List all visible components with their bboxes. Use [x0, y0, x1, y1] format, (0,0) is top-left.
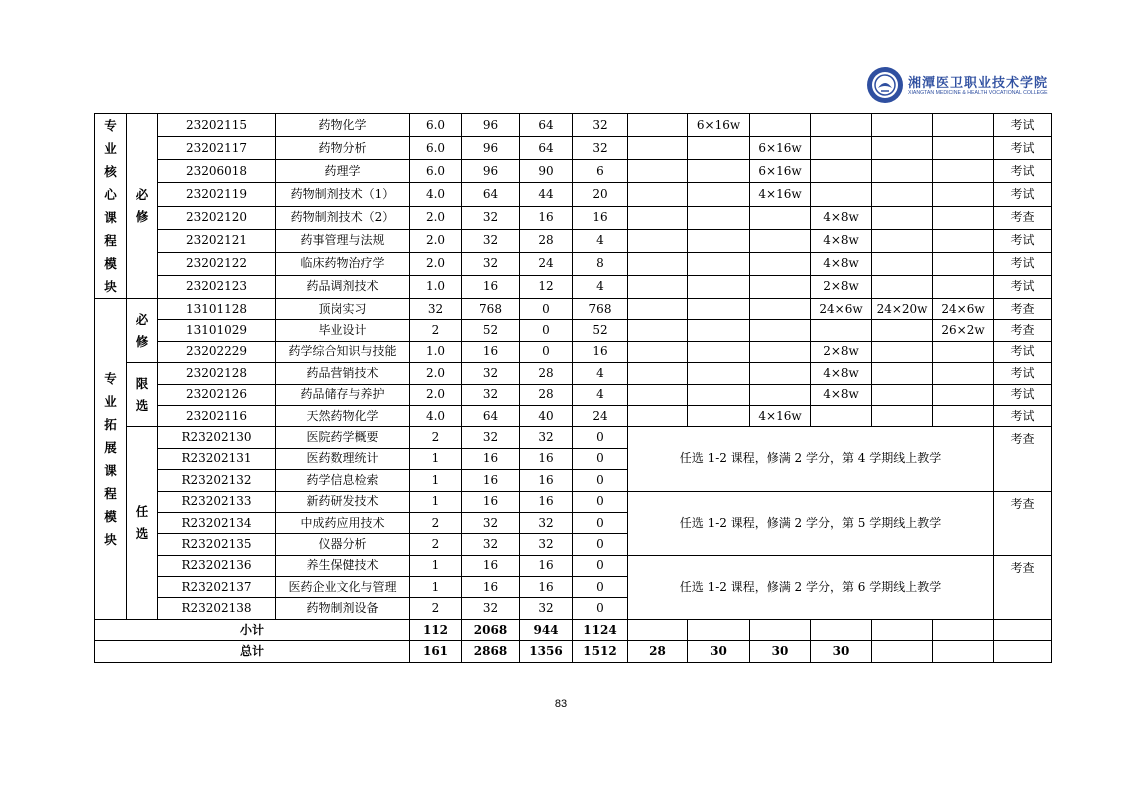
cell-credits: 6.0: [410, 114, 462, 137]
cell-sem4: 2×8w: [811, 275, 872, 298]
cell-sem6: [933, 252, 994, 275]
cell-sem3: 4×16w: [750, 183, 811, 206]
cell-sem2: [688, 229, 750, 252]
subtotal-value: 1124: [573, 619, 628, 640]
cell-hours-total: 16: [462, 341, 520, 362]
cell-sem1: [628, 275, 688, 298]
cell-course: 仪器分析: [276, 534, 410, 555]
cell-sem4: [811, 114, 872, 137]
cell-credits: 6.0: [410, 160, 462, 183]
cell-credits: 2.0: [410, 384, 462, 405]
cell-sem5: [872, 229, 933, 252]
cell-code: 23202126: [158, 384, 276, 405]
cell-hours-practice: 0: [573, 555, 628, 576]
cell-sem2: 6×16w: [688, 114, 750, 137]
cell-sem2: [688, 299, 750, 320]
cell-hours-total: 32: [462, 229, 520, 252]
cell-hours-practice: 52: [573, 320, 628, 341]
cell-sem5: [872, 206, 933, 229]
college-emblem-icon: [866, 66, 904, 104]
table-row: [95, 299, 1052, 320]
table-row: [95, 405, 1052, 426]
cell-sem3: 4×16w: [750, 405, 811, 426]
total-value: [872, 641, 933, 662]
total-label: 总计: [95, 641, 410, 662]
cell-code: R23202130: [158, 427, 276, 448]
cell-sem3: [750, 341, 811, 362]
cell-sem2: [688, 341, 750, 362]
cell-course: 毕业设计: [276, 320, 410, 341]
cell-sem4: 4×8w: [811, 363, 872, 384]
college-logo: [866, 66, 1049, 104]
cell-code: R23202138: [158, 598, 276, 619]
cell-code: R23202137: [158, 577, 276, 598]
table-row: [95, 341, 1052, 362]
cell-hours-theory: 24: [520, 252, 573, 275]
table-row: [95, 252, 1052, 275]
subtotal-value: [750, 619, 811, 640]
cell-hours-practice: 32: [573, 137, 628, 160]
subtotal-label: 小计: [95, 619, 410, 640]
cell-hours-total: 768: [462, 299, 520, 320]
cell-sem2: [688, 405, 750, 426]
table-row: [95, 363, 1052, 384]
cell-sem5: [872, 341, 933, 362]
cell-hours-theory: 16: [520, 491, 573, 512]
cell-assessment: 考试: [994, 160, 1052, 183]
cell-sem2: [688, 320, 750, 341]
total-value: 1356: [520, 641, 573, 662]
table-row: [95, 491, 1052, 512]
subtotal-value: [811, 619, 872, 640]
cell-code: R23202131: [158, 448, 276, 469]
cell-course: 药品调剂技术: [276, 275, 410, 298]
elective-note: 任选 1-2 课程，修满 2 学分，第 6 学期线上教学: [628, 555, 994, 619]
cell-sem4: [811, 160, 872, 183]
cell-credits: 2.0: [410, 252, 462, 275]
table-row: [95, 384, 1052, 405]
cell-sem1: [628, 384, 688, 405]
cell-hours-theory: 16: [520, 206, 573, 229]
table-row: [95, 427, 1052, 448]
cell-sem6: [933, 183, 994, 206]
cell-sem4: [811, 137, 872, 160]
subgroup-ext-limited: 限选: [127, 363, 158, 427]
cell-hours-theory: 28: [520, 363, 573, 384]
cell-hours-theory: 64: [520, 137, 573, 160]
cell-sem6: [933, 363, 994, 384]
cell-sem1: [628, 320, 688, 341]
cell-hours-practice: 16: [573, 341, 628, 362]
cell-assessment: 考试: [994, 252, 1052, 275]
cell-course: 药事管理与法规: [276, 229, 410, 252]
cell-sem6: 26×2w: [933, 320, 994, 341]
cell-sem1: [628, 114, 688, 137]
cell-credits: 1: [410, 577, 462, 598]
curriculum-table: [94, 113, 1052, 663]
cell-sem1: [628, 363, 688, 384]
cell-code: R23202132: [158, 470, 276, 491]
cell-hours-theory: 0: [520, 341, 573, 362]
subtotal-value: 944: [520, 619, 573, 640]
cell-code: 23202119: [158, 183, 276, 206]
cell-hours-practice: 0: [573, 427, 628, 448]
cell-credits: 1: [410, 448, 462, 469]
table-row: [95, 320, 1052, 341]
cell-credits: 4.0: [410, 183, 462, 206]
group-core-module: 专业核心课程模块: [95, 114, 127, 299]
cell-assessment: 考试: [994, 384, 1052, 405]
cell-credits: 2: [410, 534, 462, 555]
cell-code: 23202115: [158, 114, 276, 137]
cell-sem2: [688, 363, 750, 384]
cell-credits: 2: [410, 598, 462, 619]
cell-sem5: [872, 114, 933, 137]
cell-code: R23202133: [158, 491, 276, 512]
cell-hours-practice: 0: [573, 534, 628, 555]
cell-assessment: 考试: [994, 229, 1052, 252]
cell-hours-theory: 16: [520, 555, 573, 576]
cell-sem4: 4×8w: [811, 206, 872, 229]
cell-hours-theory: 32: [520, 534, 573, 555]
table-row: [95, 555, 1052, 576]
cell-hours-theory: 32: [520, 598, 573, 619]
cell-hours-theory: 64: [520, 114, 573, 137]
subgroup-core-required: 必修: [127, 114, 158, 299]
cell-sem5: [872, 384, 933, 405]
cell-sem4: [811, 405, 872, 426]
cell-sem3: [750, 275, 811, 298]
cell-sem3: [750, 363, 811, 384]
cell-course: 顶岗实习: [276, 299, 410, 320]
table-row: [95, 183, 1052, 206]
cell-sem5: [872, 320, 933, 341]
cell-hours-practice: 0: [573, 448, 628, 469]
cell-assessment: 考试: [994, 137, 1052, 160]
cell-sem5: [872, 137, 933, 160]
cell-sem3: [750, 384, 811, 405]
cell-hours-total: 16: [462, 577, 520, 598]
cell-credits: 2: [410, 512, 462, 533]
cell-credits: 1: [410, 491, 462, 512]
cell-sem1: [628, 229, 688, 252]
cell-hours-theory: 28: [520, 384, 573, 405]
cell-sem6: [933, 341, 994, 362]
cell-hours-total: 32: [462, 427, 520, 448]
cell-sem4: 4×8w: [811, 229, 872, 252]
cell-credits: 2: [410, 320, 462, 341]
cell-hours-theory: 0: [520, 299, 573, 320]
subgroup-ext-elective: 任选: [127, 427, 158, 620]
cell-hours-total: 16: [462, 555, 520, 576]
cell-course: 药品营销技术: [276, 363, 410, 384]
cell-course: 药物分析: [276, 137, 410, 160]
cell-course: 医药数理统计: [276, 448, 410, 469]
cell-hours-total: 32: [462, 512, 520, 533]
subtotal-value: [933, 619, 994, 640]
cell-hours-total: 32: [462, 363, 520, 384]
cell-hours-theory: 16: [520, 470, 573, 491]
cell-sem6: [933, 275, 994, 298]
cell-code: 23202122: [158, 252, 276, 275]
total-value: 2868: [462, 641, 520, 662]
total-value: [994, 641, 1052, 662]
cell-assessment: 考试: [994, 183, 1052, 206]
cell-sem4: 2×8w: [811, 341, 872, 362]
cell-sem2: [688, 137, 750, 160]
cell-hours-practice: 0: [573, 491, 628, 512]
cell-hours-practice: 0: [573, 512, 628, 533]
cell-sem4: 4×8w: [811, 384, 872, 405]
group-ext-module: 专业拓展课程模块: [95, 299, 127, 620]
cell-code: 23202121: [158, 229, 276, 252]
subtotal-value: [994, 619, 1052, 640]
cell-hours-practice: 8: [573, 252, 628, 275]
cell-sem4: 4×8w: [811, 252, 872, 275]
cell-hours-theory: 0: [520, 320, 573, 341]
cell-sem2: [688, 384, 750, 405]
cell-code: R23202135: [158, 534, 276, 555]
cell-hours-practice: 0: [573, 598, 628, 619]
cell-sem3: [750, 229, 811, 252]
cell-assessment: 考查: [994, 427, 1052, 491]
cell-sem3: [750, 320, 811, 341]
cell-sem6: [933, 160, 994, 183]
cell-sem6: 24×6w: [933, 299, 994, 320]
cell-course: 新药研发技术: [276, 491, 410, 512]
cell-credits: 2.0: [410, 206, 462, 229]
cell-hours-total: 32: [462, 252, 520, 275]
cell-hours-practice: 768: [573, 299, 628, 320]
cell-code: R23202136: [158, 555, 276, 576]
cell-assessment: 考试: [994, 275, 1052, 298]
cell-sem1: [628, 341, 688, 362]
table-row: [95, 137, 1052, 160]
cell-hours-total: 16: [462, 491, 520, 512]
subtotal-value: [688, 619, 750, 640]
cell-sem3: [750, 206, 811, 229]
cell-hours-practice: 0: [573, 577, 628, 598]
cell-sem1: [628, 299, 688, 320]
cell-assessment: 考试: [994, 341, 1052, 362]
cell-sem3: [750, 299, 811, 320]
table-row: [95, 229, 1052, 252]
cell-hours-total: 96: [462, 137, 520, 160]
cell-code: 13101128: [158, 299, 276, 320]
cell-sem3: [750, 114, 811, 137]
total-value: 1512: [573, 641, 628, 662]
cell-credits: 1: [410, 555, 462, 576]
cell-sem6: [933, 384, 994, 405]
cell-code: 23202120: [158, 206, 276, 229]
elective-note: 任选 1-2 课程，修满 2 学分，第 5 学期线上教学: [628, 491, 994, 555]
subgroup-ext-required: 必修: [127, 299, 158, 363]
cell-sem1: [628, 252, 688, 275]
cell-sem2: [688, 252, 750, 275]
total-value: 30: [811, 641, 872, 662]
cell-hours-practice: 4: [573, 384, 628, 405]
table-row: [95, 275, 1052, 298]
cell-credits: 2: [410, 427, 462, 448]
cell-assessment: 考查: [994, 299, 1052, 320]
cell-sem1: [628, 405, 688, 426]
cell-sem6: [933, 405, 994, 426]
cell-hours-practice: 16: [573, 206, 628, 229]
cell-sem5: [872, 405, 933, 426]
cell-credits: 6.0: [410, 137, 462, 160]
cell-sem5: [872, 275, 933, 298]
cell-sem5: 24×20w: [872, 299, 933, 320]
cell-hours-total: 32: [462, 534, 520, 555]
cell-sem5: [872, 160, 933, 183]
cell-course: 天然药物化学: [276, 405, 410, 426]
cell-credits: 4.0: [410, 405, 462, 426]
cell-hours-total: 16: [462, 448, 520, 469]
cell-course: 药物制剂技术（2）: [276, 206, 410, 229]
college-name-cn: 湘潭医卫职业技术学院: [908, 76, 1049, 91]
cell-course: 药学综合知识与技能: [276, 341, 410, 362]
cell-code: R23202134: [158, 512, 276, 533]
cell-code: 23202123: [158, 275, 276, 298]
cell-hours-practice: 20: [573, 183, 628, 206]
cell-sem2: [688, 183, 750, 206]
total-value: 161: [410, 641, 462, 662]
cell-hours-total: 16: [462, 275, 520, 298]
cell-sem2: [688, 160, 750, 183]
cell-code: 23202117: [158, 137, 276, 160]
cell-hours-total: 32: [462, 598, 520, 619]
cell-code: 23202128: [158, 363, 276, 384]
subtotal-value: 112: [410, 619, 462, 640]
cell-hours-practice: 4: [573, 275, 628, 298]
cell-course: 医院药学概要: [276, 427, 410, 448]
subtotal-value: [872, 619, 933, 640]
cell-course: 养生保健技术: [276, 555, 410, 576]
cell-sem1: [628, 160, 688, 183]
cell-hours-theory: 32: [520, 427, 573, 448]
cell-credits: 2.0: [410, 363, 462, 384]
cell-sem5: [872, 363, 933, 384]
cell-code: 13101029: [158, 320, 276, 341]
total-value: [933, 641, 994, 662]
cell-sem2: [688, 206, 750, 229]
cell-sem5: [872, 183, 933, 206]
cell-course: 医药企业文化与管理: [276, 577, 410, 598]
cell-hours-theory: 32: [520, 512, 573, 533]
cell-sem3: 6×16w: [750, 137, 811, 160]
subtotal-row: [95, 619, 1052, 640]
cell-code: 23206018: [158, 160, 276, 183]
cell-sem3: [750, 252, 811, 275]
cell-hours-practice: 32: [573, 114, 628, 137]
cell-sem1: [628, 137, 688, 160]
cell-hours-practice: 24: [573, 405, 628, 426]
cell-hours-total: 64: [462, 183, 520, 206]
cell-code: 23202116: [158, 405, 276, 426]
cell-hours-theory: 90: [520, 160, 573, 183]
cell-sem1: [628, 183, 688, 206]
cell-sem4: 24×6w: [811, 299, 872, 320]
cell-sem5: [872, 252, 933, 275]
cell-credits: 1: [410, 470, 462, 491]
cell-credits: 32: [410, 299, 462, 320]
cell-hours-practice: 4: [573, 363, 628, 384]
table-row: [95, 206, 1052, 229]
cell-hours-theory: 40: [520, 405, 573, 426]
cell-course: 药物化学: [276, 114, 410, 137]
table-row: [95, 114, 1052, 137]
cell-course: 药品储存与养护: [276, 384, 410, 405]
cell-hours-total: 32: [462, 206, 520, 229]
cell-hours-theory: 16: [520, 448, 573, 469]
cell-code: 23202229: [158, 341, 276, 362]
total-value: 28: [628, 641, 688, 662]
cell-hours-total: 52: [462, 320, 520, 341]
cell-hours-total: 16: [462, 470, 520, 491]
cell-hours-total: 96: [462, 160, 520, 183]
cell-hours-theory: 12: [520, 275, 573, 298]
cell-assessment: 考查: [994, 206, 1052, 229]
cell-sem3: 6×16w: [750, 160, 811, 183]
total-row: [95, 641, 1052, 662]
cell-course: 药理学: [276, 160, 410, 183]
table-row: [95, 160, 1052, 183]
cell-course: 临床药物治疗学: [276, 252, 410, 275]
subtotal-value: [628, 619, 688, 640]
cell-hours-practice: 4: [573, 229, 628, 252]
total-value: 30: [750, 641, 811, 662]
cell-hours-theory: 16: [520, 577, 573, 598]
cell-assessment: 考试: [994, 405, 1052, 426]
cell-hours-total: 64: [462, 405, 520, 426]
cell-assessment: 考试: [994, 363, 1052, 384]
cell-credits: 1.0: [410, 275, 462, 298]
cell-assessment: 考查: [994, 320, 1052, 341]
cell-hours-practice: 6: [573, 160, 628, 183]
cell-course: 药物制剂技术（1）: [276, 183, 410, 206]
cell-hours-total: 96: [462, 114, 520, 137]
cell-hours-theory: 44: [520, 183, 573, 206]
total-value: 30: [688, 641, 750, 662]
cell-sem4: [811, 183, 872, 206]
page-number: 83: [554, 698, 568, 710]
cell-credits: 1.0: [410, 341, 462, 362]
cell-assessment: 考试: [994, 114, 1052, 137]
cell-hours-theory: 28: [520, 229, 573, 252]
cell-assessment: 考查: [994, 491, 1052, 555]
cell-course: 药学信息检索: [276, 470, 410, 491]
cell-sem6: [933, 137, 994, 160]
elective-note: 任选 1-2 课程，修满 2 学分，第 4 学期线上教学: [628, 427, 994, 491]
cell-sem1: [628, 206, 688, 229]
college-name-en: XIANGTAN MEDICINE & HEALTH VOCATIONAL COLLEGE: [908, 90, 1048, 96]
cell-credits: 2.0: [410, 229, 462, 252]
cell-hours-total: 32: [462, 384, 520, 405]
cell-course: 药物制剂设备: [276, 598, 410, 619]
cell-hours-practice: 0: [573, 470, 628, 491]
cell-sem6: [933, 114, 994, 137]
cell-assessment: 考查: [994, 555, 1052, 619]
cell-course: 中成药应用技术: [276, 512, 410, 533]
cell-sem6: [933, 229, 994, 252]
subtotal-value: 2068: [462, 619, 520, 640]
cell-sem2: [688, 275, 750, 298]
cell-sem4: [811, 320, 872, 341]
cell-sem6: [933, 206, 994, 229]
